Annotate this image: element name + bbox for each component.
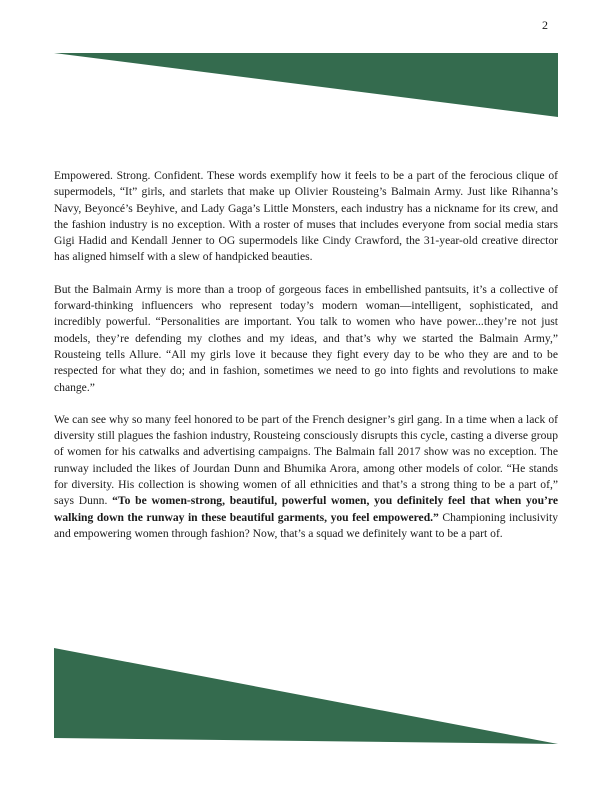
article-body <box>54 168 558 558</box>
page-number: 2 <box>542 18 548 32</box>
paragraph-1: Empowered. Strong. Confident. These words exemplify how it feels to be a part of the ferocious clique of supermodels, “It” girls, and starlets that make up Olivier Rousteing’s Balmain Army. Just like Rihanna’s Navy, Beyoncé’s Beyhive, and Lady Gaga’s Little Monsters, each industry has a nickname for its crew, and the fashion industry is no exception. With a roster of muses that includes everyone from social media stars Gigi Hadid and Kendall Jenner to OG supermodels like Cindy Crawford, the 31-year-old creative director has aligned himself with a slew of handpicked beauties. <box>54 169 558 264</box>
bottom-decorative-triangle <box>54 648 558 744</box>
paragraph-3-bold-quote: “To be women-strong, beautiful, powerful women, you definitely feel that when you’re walking down the runway in these beautiful garments, you feel empowered.” <box>54 494 558 524</box>
paragraph-2: But the Balmain Army is more than a troop of gorgeous faces in embellished pantsuits, it’s a collective of forward-thinking influencers who represent today’s modern woman—intelligent, sophisticated, and incredibly powerful. “Personalities are important. You talk to women who have power...they’re not just models, they’re defending my clothes and my ideas, and that’s why we started the Balmain Army,” Rousteing tells Allure. “All my girls love it because they fight every day to be who they are and to be respected for what they do; and in fashion, sometimes we need to go into fights and revolutions to make change.” <box>54 282 558 394</box>
paragraph-3-text-after: Championing inclusivity and empowering women through fashion? Now, that’s a squad we definitely want to be a part of. <box>54 510 558 540</box>
paragraph-3 <box>54 412 558 542</box>
top-triangle-shape <box>54 53 558 117</box>
bottom-triangle-shape <box>54 648 558 744</box>
top-decorative-triangle <box>54 53 558 117</box>
paragraph-3-text-before: We can see why so many feel honored to be part of the French designer’s girl gang. In a time when a lack of diversity still plagues the fashion industry, Rousteing consciously disrupts this cycle, casting a diverse group of women for his catwalks and advertising campaigns. The Balmain fall 2017 show was no exception. The runway included the likes of Jourdan Dunn and Bhumika Arora, among other models of color. “He stands for diversity. His collection is showing women of all ethnicities and that’s a strong thing to be a part of,” says Dunn. <box>54 412 558 508</box>
